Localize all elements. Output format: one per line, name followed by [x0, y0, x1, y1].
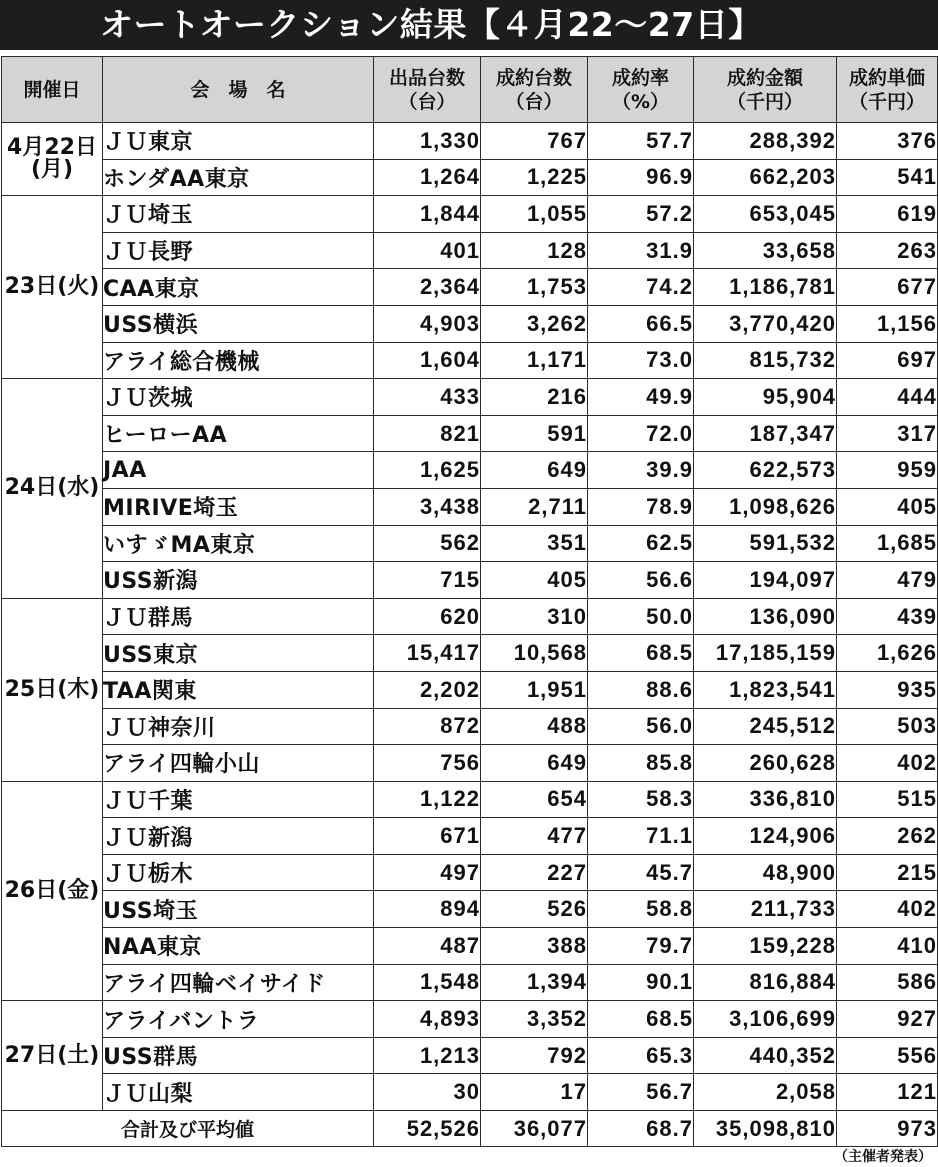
header-contracts-unit: （台）	[505, 90, 563, 113]
contract-count: 3,352	[481, 1001, 588, 1038]
contract-amount: 653,045	[694, 196, 837, 233]
venue-name: USS東京	[103, 635, 374, 672]
contract-rate: 39.9	[588, 452, 694, 489]
unit-price: 541	[837, 159, 938, 196]
header-amount	[694, 57, 837, 123]
contract-count: 3,262	[481, 305, 588, 342]
header-listed-unit: （台）	[398, 90, 456, 113]
contract-rate: 73.0	[588, 342, 694, 379]
header-venue: 会 場 名	[103, 57, 374, 123]
header-amount-unit: （千円）	[726, 90, 803, 113]
venue-name: ホンダAA東京	[103, 159, 374, 196]
listed-count: 30	[374, 1074, 481, 1111]
table-row	[2, 781, 938, 818]
contract-amount: 3,106,699	[694, 1001, 837, 1038]
contract-count: 10,568	[481, 635, 588, 672]
contract-amount: 288,392	[694, 123, 837, 160]
listed-count: 497	[374, 854, 481, 891]
table-row	[2, 891, 938, 928]
date-cell	[2, 379, 103, 599]
listed-count: 1,604	[374, 342, 481, 379]
contract-amount: 17,185,159	[694, 635, 837, 672]
listed-count: 562	[374, 525, 481, 562]
unit-price: 263	[837, 232, 938, 269]
contract-count: 654	[481, 781, 588, 818]
contract-count: 1,394	[481, 964, 588, 1001]
source-note: （主催者発表）	[834, 1149, 932, 1165]
contract-rate: 88.6	[588, 671, 694, 708]
listed-count: 4,893	[374, 1001, 481, 1038]
contract-count: 526	[481, 891, 588, 928]
venue-name: ＪＵ長野	[103, 232, 374, 269]
total-amount: 35,098,810	[694, 1111, 837, 1147]
unit-price: 927	[837, 1001, 938, 1038]
listed-count: 1,213	[374, 1037, 481, 1074]
total-row	[2, 1111, 938, 1147]
contract-rate: 74.2	[588, 269, 694, 306]
table-row	[2, 452, 938, 489]
listed-count: 2,364	[374, 269, 481, 306]
header-listed	[374, 57, 481, 123]
unit-price: 935	[837, 671, 938, 708]
venue-name: USS横浜	[103, 305, 374, 342]
venue-name: ＪＵ山梨	[103, 1074, 374, 1111]
venue-name: JAA	[103, 452, 374, 489]
contract-amount: 95,904	[694, 379, 837, 416]
total-contracts: 36,077	[481, 1111, 588, 1147]
contract-rate: 68.5	[588, 635, 694, 672]
contract-rate: 65.3	[588, 1037, 694, 1074]
table-row	[2, 379, 938, 416]
unit-price: 439	[837, 598, 938, 635]
table-row	[2, 305, 938, 342]
contract-amount: 159,228	[694, 928, 837, 965]
contract-amount: 816,884	[694, 964, 837, 1001]
unit-price: 619	[837, 196, 938, 233]
contract-count: 2,711	[481, 488, 588, 525]
venue-name: ＪＵ新潟	[103, 818, 374, 855]
listed-count: 671	[374, 818, 481, 855]
table-row	[2, 745, 938, 782]
contract-count: 477	[481, 818, 588, 855]
contract-rate: 68.5	[588, 1001, 694, 1038]
total-label: 合計及び平均値	[2, 1111, 374, 1147]
table-row	[2, 123, 938, 160]
venue-name: USS埼玉	[103, 891, 374, 928]
contract-count: 351	[481, 525, 588, 562]
venue-name: ＪＵ神奈川	[103, 708, 374, 745]
unit-price: 121	[837, 1074, 938, 1111]
date-text: 27日(土)	[4, 1042, 100, 1068]
unit-price: 262	[837, 818, 938, 855]
header-amount-label: 成約金額	[726, 66, 803, 89]
venue-name: ＪＵ栃木	[103, 854, 374, 891]
contract-amount: 591,532	[694, 525, 837, 562]
contract-amount: 194,097	[694, 562, 837, 599]
venue-name: CAA東京	[103, 269, 374, 306]
contract-count: 649	[481, 452, 588, 489]
date-text: 25日(木)	[4, 676, 100, 702]
contract-amount: 136,090	[694, 598, 837, 635]
table-row	[2, 196, 938, 233]
unit-price: 479	[837, 562, 938, 599]
venue-name: ＪＵ東京	[103, 123, 374, 160]
table-row	[2, 1037, 938, 1074]
table-body	[2, 123, 938, 1111]
contract-amount: 187,347	[694, 415, 837, 452]
header-unit-price	[837, 57, 938, 123]
header-rate-unit: （%）	[611, 90, 670, 113]
header-unit-price-unit: （千円）	[848, 90, 925, 113]
contract-rate: 49.9	[588, 379, 694, 416]
contract-rate: 62.5	[588, 525, 694, 562]
listed-count: 1,548	[374, 964, 481, 1001]
listed-count: 894	[374, 891, 481, 928]
contract-amount: 124,906	[694, 818, 837, 855]
unit-price: 317	[837, 415, 938, 452]
venue-name: ＪＵ埼玉	[103, 196, 374, 233]
header-unit-price-label: 成約単価	[848, 66, 925, 89]
table-row	[2, 342, 938, 379]
page-title: オートオークション結果【４月22～27日】	[100, 5, 762, 44]
table-row	[2, 818, 938, 855]
venue-name: USS新潟	[103, 562, 374, 599]
header-date: 開催日	[2, 57, 103, 123]
contract-count: 17	[481, 1074, 588, 1111]
listed-count: 15,417	[374, 635, 481, 672]
total-unit-price: 973	[837, 1111, 938, 1147]
table-row	[2, 525, 938, 562]
table-row	[2, 269, 938, 306]
listed-count: 401	[374, 232, 481, 269]
contract-count: 767	[481, 123, 588, 160]
listed-count: 1,264	[374, 159, 481, 196]
unit-price: 503	[837, 708, 938, 745]
total-listed: 52,526	[374, 1111, 481, 1147]
venue-name: ＪＵ群馬	[103, 598, 374, 635]
contract-count: 591	[481, 415, 588, 452]
venue-name: いすゞMA東京	[103, 525, 374, 562]
contract-rate: 90.1	[588, 964, 694, 1001]
unit-price: 405	[837, 488, 938, 525]
contract-rate: 71.1	[588, 818, 694, 855]
header-contracts-label: 成約台数	[495, 66, 572, 89]
date-cell	[2, 598, 103, 781]
contract-rate: 66.5	[588, 305, 694, 342]
total-rate: 68.7	[588, 1111, 694, 1147]
venue-name: ＪＵ千葉	[103, 781, 374, 818]
table-row	[2, 488, 938, 525]
date-cell	[2, 196, 103, 379]
contract-rate: 79.7	[588, 928, 694, 965]
contract-amount: 3,770,420	[694, 305, 837, 342]
contract-amount: 2,058	[694, 1074, 837, 1111]
unit-price: 677	[837, 269, 938, 306]
table-row	[2, 928, 938, 965]
listed-count: 2,202	[374, 671, 481, 708]
contract-rate: 72.0	[588, 415, 694, 452]
contract-rate: 56.7	[588, 1074, 694, 1111]
venue-name: ヒーローAA	[103, 415, 374, 452]
venue-name: MIRIVE埼玉	[103, 488, 374, 525]
contract-amount: 1,098,626	[694, 488, 837, 525]
date-cell	[2, 781, 103, 1001]
unit-price: 215	[837, 854, 938, 891]
date-text: 4月22日	[7, 135, 97, 161]
unit-price: 959	[837, 452, 938, 489]
table-row	[2, 854, 938, 891]
title-banner	[0, 0, 938, 50]
unit-price: 376	[837, 123, 938, 160]
contract-rate: 50.0	[588, 598, 694, 635]
contract-count: 792	[481, 1037, 588, 1074]
date-text: 26日(金)	[4, 877, 100, 903]
contract-rate: 85.8	[588, 745, 694, 782]
date-text: (月)	[30, 157, 74, 183]
contract-rate: 57.7	[588, 123, 694, 160]
table-row	[2, 708, 938, 745]
contract-count: 1,171	[481, 342, 588, 379]
contract-amount: 622,573	[694, 452, 837, 489]
contract-count: 388	[481, 928, 588, 965]
contract-count: 1,055	[481, 196, 588, 233]
table-row	[2, 415, 938, 452]
listed-count: 821	[374, 415, 481, 452]
venue-name: USS群馬	[103, 1037, 374, 1074]
contract-amount: 440,352	[694, 1037, 837, 1074]
venue-name: アライ四輪ベイサイド	[103, 964, 374, 1001]
table-row	[2, 232, 938, 269]
contract-amount: 48,900	[694, 854, 837, 891]
header-listed-label: 出品台数	[388, 66, 465, 89]
header-rate	[588, 57, 694, 123]
header-row	[2, 57, 938, 123]
contract-count: 216	[481, 379, 588, 416]
listed-count: 487	[374, 928, 481, 965]
contract-amount: 33,658	[694, 232, 837, 269]
listed-count: 1,844	[374, 196, 481, 233]
date-text: 24日(水)	[4, 475, 100, 501]
contract-amount: 1,186,781	[694, 269, 837, 306]
listed-count: 715	[374, 562, 481, 599]
header-contracts	[481, 57, 588, 123]
unit-price: 1,685	[837, 525, 938, 562]
unit-price: 586	[837, 964, 938, 1001]
contract-amount: 1,823,541	[694, 671, 837, 708]
contract-amount: 662,203	[694, 159, 837, 196]
table-row	[2, 671, 938, 708]
unit-price: 402	[837, 891, 938, 928]
date-cell	[2, 1001, 103, 1111]
contract-rate: 78.9	[588, 488, 694, 525]
contract-count: 405	[481, 562, 588, 599]
contract-rate: 58.8	[588, 891, 694, 928]
contract-count: 1,225	[481, 159, 588, 196]
listed-count: 3,438	[374, 488, 481, 525]
contract-count: 227	[481, 854, 588, 891]
listed-count: 872	[374, 708, 481, 745]
date-cell	[2, 123, 103, 196]
contract-count: 1,753	[481, 269, 588, 306]
contract-amount: 260,628	[694, 745, 837, 782]
date-text: 23日(火)	[4, 274, 100, 300]
listed-count: 756	[374, 745, 481, 782]
auction-results-table	[1, 56, 938, 1147]
contract-count: 128	[481, 232, 588, 269]
contract-rate: 57.2	[588, 196, 694, 233]
listed-count: 1,330	[374, 123, 481, 160]
contract-count: 310	[481, 598, 588, 635]
contract-count: 488	[481, 708, 588, 745]
contract-rate: 31.9	[588, 232, 694, 269]
unit-price: 515	[837, 781, 938, 818]
header-rate-label: 成約率	[611, 66, 669, 89]
contract-amount: 815,732	[694, 342, 837, 379]
table-row	[2, 562, 938, 599]
unit-price: 410	[837, 928, 938, 965]
contract-rate: 58.3	[588, 781, 694, 818]
table-row	[2, 964, 938, 1001]
venue-name: TAA関東	[103, 671, 374, 708]
listed-count: 1,122	[374, 781, 481, 818]
contract-rate: 56.0	[588, 708, 694, 745]
venue-name: アライバントラ	[103, 1001, 374, 1038]
table-row	[2, 635, 938, 672]
venue-name: アライ四輪小山	[103, 745, 374, 782]
unit-price: 1,626	[837, 635, 938, 672]
table-row	[2, 598, 938, 635]
unit-price: 444	[837, 379, 938, 416]
unit-price: 697	[837, 342, 938, 379]
contract-count: 649	[481, 745, 588, 782]
listed-count: 620	[374, 598, 481, 635]
listed-count: 4,903	[374, 305, 481, 342]
contract-amount: 336,810	[694, 781, 837, 818]
unit-price: 1,156	[837, 305, 938, 342]
contract-rate: 96.9	[588, 159, 694, 196]
venue-name: NAA東京	[103, 928, 374, 965]
venue-name: アライ総合機械	[103, 342, 374, 379]
contract-rate: 45.7	[588, 854, 694, 891]
table-row	[2, 1074, 938, 1111]
listed-count: 433	[374, 379, 481, 416]
contract-amount: 245,512	[694, 708, 837, 745]
unit-price: 556	[837, 1037, 938, 1074]
listed-count: 1,625	[374, 452, 481, 489]
unit-price: 402	[837, 745, 938, 782]
table-row	[2, 1001, 938, 1038]
venue-name: ＪＵ茨城	[103, 379, 374, 416]
table-row	[2, 159, 938, 196]
contract-count: 1,951	[481, 671, 588, 708]
contract-rate: 56.6	[588, 562, 694, 599]
contract-amount: 211,733	[694, 891, 837, 928]
